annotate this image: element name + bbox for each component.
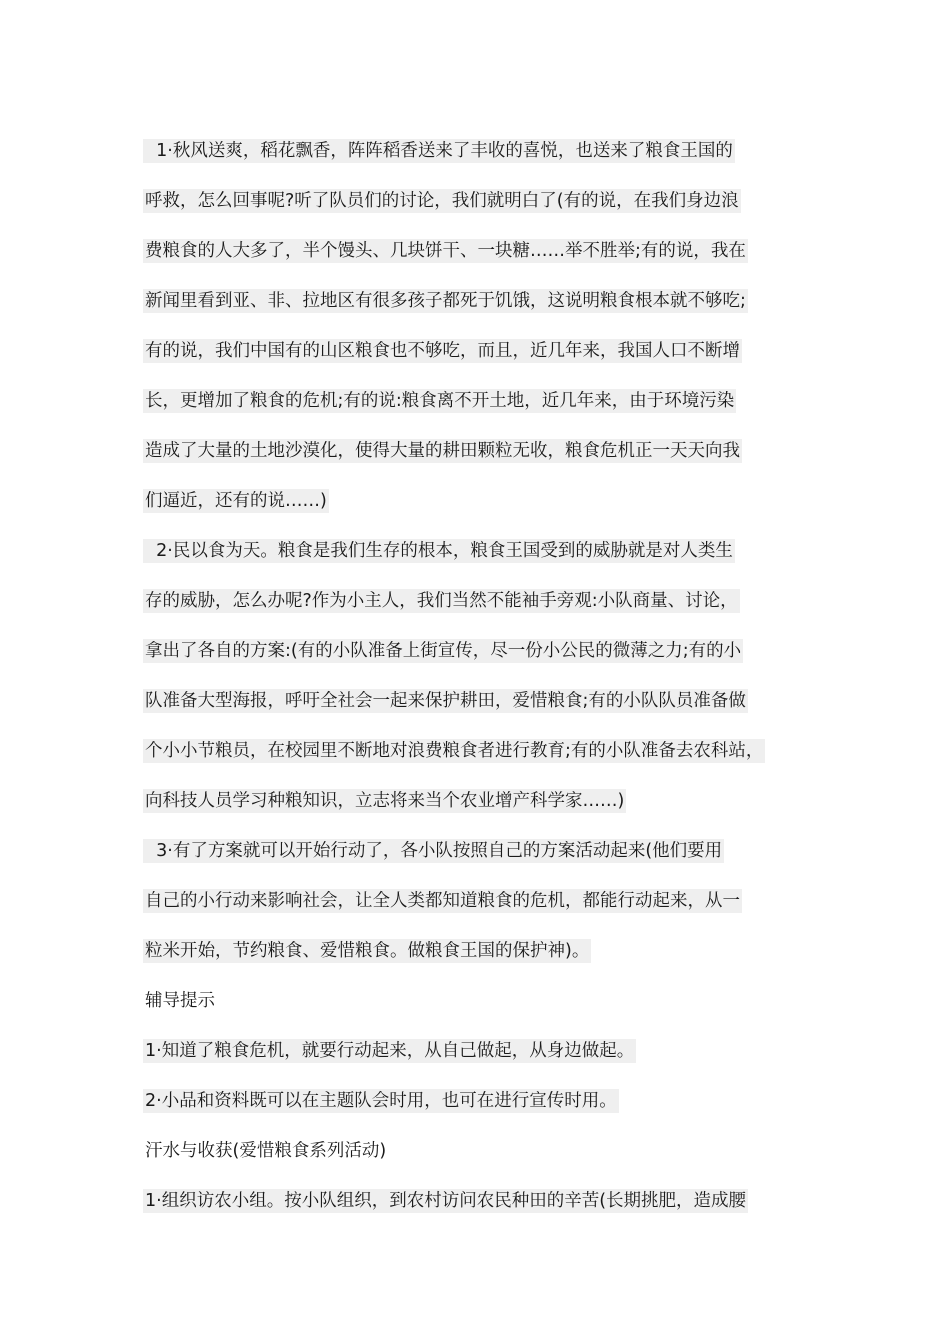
text-run: 存的威胁，怎么办呢?作为小主人，我们当然不能袖手旁观:小队商量、讨论， xyxy=(145,591,738,611)
text-line xyxy=(143,426,833,476)
text-run: 队准备大型海报，呼吁全社会一起来保护耕田，爱惜粮食;有的小队队员准备做 xyxy=(145,691,746,711)
text-run: 1·组织访农小组。按小队组织，到农村访问农民种田的辛苦(长期挑肥，造成腰 xyxy=(145,1191,747,1211)
text-line xyxy=(143,1176,833,1226)
section-heading xyxy=(143,976,833,1026)
text-line xyxy=(143,676,833,726)
text-line xyxy=(143,726,833,776)
text-line xyxy=(143,876,833,926)
text-run: 1·知道了粮食危机，就要行动起来，从自己做起，从身边做起。 xyxy=(145,1041,635,1061)
text-run: 向科技人员学习种粮知识，立志将来当个农业增产科学家……) xyxy=(145,791,625,811)
text-run: 2·小品和资料既可以在主题队会时用，也可在进行宣传时用。 xyxy=(145,1091,617,1111)
text-run: 自己的小行动来影响社会，让全人类都知道粮食的危机，都能行动起来，从一 xyxy=(145,891,740,911)
text-line xyxy=(143,526,833,576)
text-run: 个小小节粮员，在校园里不断地对浪费粮食者进行教育;有的小队准备去农科站， xyxy=(145,741,764,761)
section-heading xyxy=(143,1126,833,1176)
text-line xyxy=(143,826,833,876)
text-line xyxy=(143,376,833,426)
text-run: 3·有了方案就可以开始行动了，各小队按照自己的方案活动起来(他们要用 xyxy=(145,841,723,861)
text-run: 有的说，我们中国有的山区粮食也不够吃，而且，近几年来，我国人口不断增 xyxy=(145,341,740,361)
text-line xyxy=(143,226,833,276)
text-run: 2·民以食为天。粮食是我们生存的根本，粮食王国受到的威胁就是对人类生 xyxy=(145,541,733,561)
text-run: 新闻里看到亚、非、拉地区有很多孩子都死于饥饿，这说明粮食根本就不够吃; xyxy=(145,291,746,311)
text-line xyxy=(143,1026,833,1076)
document-body xyxy=(143,126,833,1226)
text-line xyxy=(143,126,833,176)
text-line xyxy=(143,626,833,676)
text-run: 费粮食的人大多了，半个馒头、几块饼干、一块糖……举不胜举;有的说，我在 xyxy=(145,241,746,261)
text-line xyxy=(143,476,833,526)
text-run: 造成了大量的土地沙漠化，使得大量的耕田颗粒无收，粮食危机正一天天向我 xyxy=(145,441,740,461)
text-run: 呼救，怎么回事呢?听了队员们的讨论，我们就明白了(有的说，在我们身边浪 xyxy=(145,191,739,211)
text-run: 辅导提示 xyxy=(145,991,215,1011)
text-line xyxy=(143,176,833,226)
text-line xyxy=(143,276,833,326)
text-line xyxy=(143,1076,833,1126)
text-run: 们逼近，还有的说……) xyxy=(145,491,327,511)
text-line xyxy=(143,926,833,976)
text-run: 1·秋风送爽，稻花飘香，阵阵稻香送来了丰收的喜悦，也送来了粮食王国的 xyxy=(145,141,733,161)
text-run: 拿出了各自的方案:(有的小队准备上街宣传，尽一份小公民的微薄之力;有的小 xyxy=(145,641,742,661)
text-run: 汗水与收获(爱惜粮食系列活动) xyxy=(145,1141,387,1161)
text-run: 长，更增加了粮食的危机;有的说:粮食离不开土地，近几年来，由于环境污染 xyxy=(145,391,735,411)
text-line xyxy=(143,326,833,376)
text-line xyxy=(143,776,833,826)
text-line xyxy=(143,576,833,626)
text-run: 粒米开始，节约粮食、爱惜粮食。做粮食王国的保护神)。 xyxy=(145,941,590,961)
